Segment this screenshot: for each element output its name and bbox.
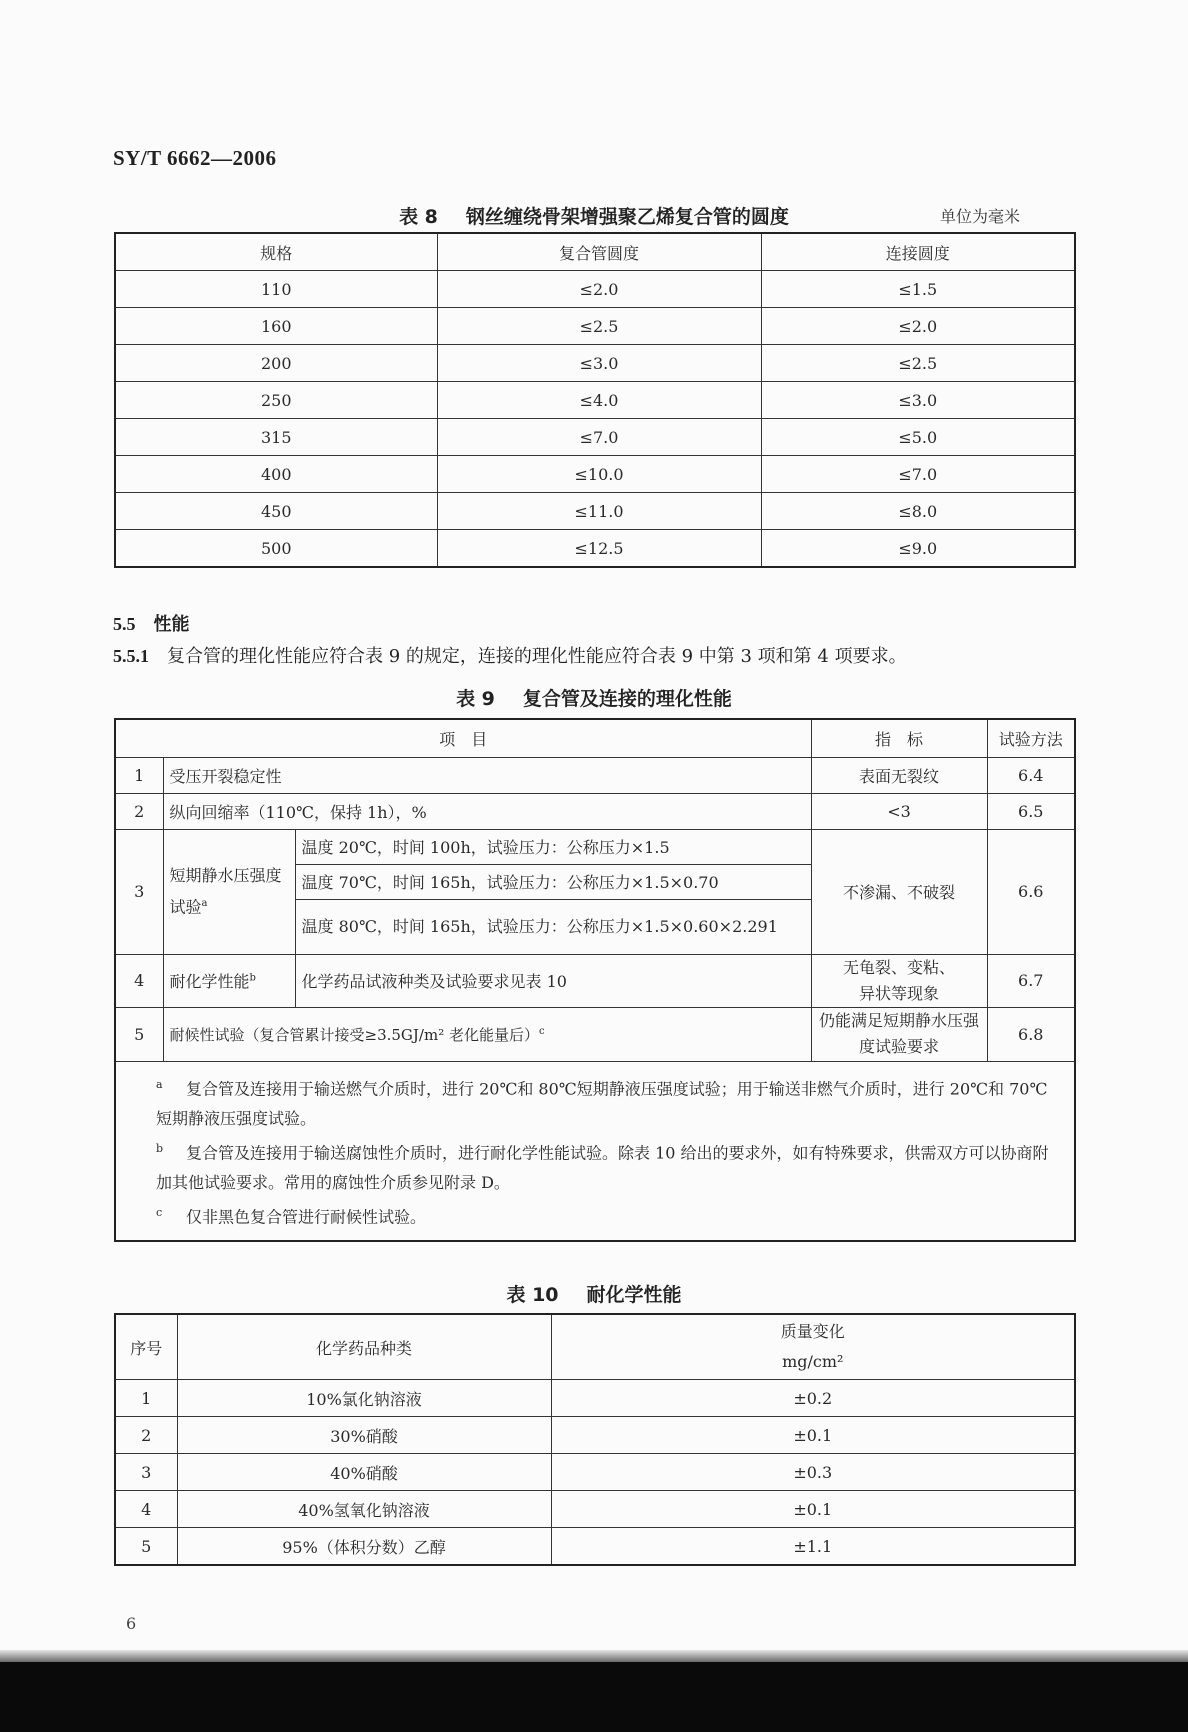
- mass-change-label: 质量变化: [780, 1322, 845, 1341]
- row-item-text: 耐候性试验（复合管累计接受≥3.5GJ/m² 老化能量后）: [169, 1025, 539, 1044]
- section-5-5-heading: [113, 610, 190, 636]
- footnote-c-text: 仅非黑色复合管进行耐候性试验。: [186, 1207, 427, 1227]
- table-row: [115, 345, 1075, 382]
- footnote-c: [156, 1198, 1060, 1232]
- footnote-marker: a: [201, 897, 208, 909]
- footnote-marker: c: [538, 1025, 545, 1037]
- row-number: 2: [115, 793, 163, 829]
- table10-col-mass-change: [551, 1314, 1075, 1380]
- subsection-number: 5.5.1: [113, 646, 149, 666]
- table-row: [115, 382, 1075, 419]
- table-row: [115, 1528, 1075, 1566]
- cell-no: 5: [115, 1528, 177, 1566]
- cell-joint: ≤3.0: [761, 382, 1075, 419]
- row-index: 不渗漏、不破裂: [811, 829, 987, 954]
- row-item: [163, 1007, 811, 1061]
- cell-joint: ≤5.0: [761, 419, 1075, 456]
- table8-header-row: [115, 233, 1075, 271]
- footnote-a: [156, 1070, 1060, 1134]
- table8-title: 钢丝缠绕骨架增强聚乙烯复合管的圆度: [465, 206, 789, 228]
- footnote-b-text: 复合管及连接用于输送腐蚀性介质时，进行耐化学性能试验。除表 10 给出的要求外，如有特殊要求，供需双方可以协商附加其他试验要求。常用的腐蚀性介质参见附录 D。: [156, 1143, 1049, 1193]
- test-condition: 温度 70℃，时间 165h，试验压力：公称压力×1.5×0.70: [295, 864, 811, 899]
- row-method: 6.6: [987, 829, 1075, 954]
- table-row: [115, 1454, 1075, 1491]
- row-method: 6.5: [987, 793, 1075, 829]
- test-condition: 温度 20℃，时间 100h，试验压力：公称压力×1.5: [295, 829, 811, 864]
- section-number: 5.5: [113, 614, 136, 634]
- cell-no: 1: [115, 1380, 177, 1417]
- cell-chemical: 95%（体积分数）乙醇: [177, 1528, 551, 1566]
- test-condition: 温度 80℃，时间 165h，试验压力：公称压力×1.5×0.60×2.291: [295, 899, 811, 954]
- cell-joint: ≤1.5: [761, 271, 1075, 308]
- cell-joint: ≤8.0: [761, 493, 1075, 530]
- section-title: 性能: [153, 614, 190, 635]
- cell-pipe: ≤11.0: [437, 493, 761, 530]
- cell-pipe: ≤4.0: [437, 382, 761, 419]
- cell-mass-change: ±0.1: [551, 1417, 1075, 1454]
- cell-mass-change: ±0.3: [551, 1454, 1075, 1491]
- table9: [114, 718, 1076, 1242]
- table-row: [115, 829, 1075, 864]
- section-5-5-1-paragraph: [113, 642, 1073, 668]
- page-number: 6: [126, 1614, 137, 1633]
- cell-pipe: ≤12.5: [437, 530, 761, 568]
- cell-spec: 500: [115, 530, 437, 568]
- table9-title: 复合管及连接的理化性能: [522, 688, 732, 710]
- row-detail: 化学药品试液种类及试验要求见表 10: [295, 954, 811, 1007]
- row-item-text: 耐化学性能: [169, 972, 250, 991]
- table-row: [115, 793, 1075, 829]
- cell-chemical: 40%氢氧化钠溶液: [177, 1491, 551, 1528]
- table8-col-spec: 规格: [115, 233, 437, 271]
- table8-number: 表 8: [399, 206, 438, 228]
- cell-chemical: 10%氯化钠溶液: [177, 1380, 551, 1417]
- cell-pipe: ≤2.5: [437, 308, 761, 345]
- row-item: 受压开裂稳定性: [163, 757, 811, 793]
- cell-spec: 250: [115, 382, 437, 419]
- table9-footnotes: [115, 1061, 1075, 1241]
- cell-pipe: ≤2.0: [437, 271, 761, 308]
- row-number: 1: [115, 757, 163, 793]
- table-row: [115, 530, 1075, 568]
- scan-bottom-border: [0, 1662, 1188, 1732]
- subsection-text: 复合管的理化性能应符合表 9 的规定，连接的理化性能应符合表 9 中第 3 项和第 4 项要求。: [167, 646, 907, 667]
- cell-chemical: 40%硝酸: [177, 1454, 551, 1491]
- table10-col-chemical: 化学药品种类: [177, 1314, 551, 1380]
- table8-col-pipe-roundness: 复合管圆度: [437, 233, 761, 271]
- table-row: [115, 757, 1075, 793]
- table10-number: 表 10: [506, 1284, 559, 1306]
- row-method: 6.4: [987, 757, 1075, 793]
- cell-pipe: ≤10.0: [437, 456, 761, 493]
- standard-code: SY/T 6662—2006: [113, 146, 277, 170]
- cell-pipe: ≤7.0: [437, 419, 761, 456]
- row-index: 仍能满足短期静水压强度试验要求: [811, 1007, 987, 1061]
- table-row: [115, 271, 1075, 308]
- table-row: [115, 308, 1075, 345]
- row-item: 纵向回缩率（110℃，保持 1h），%: [163, 793, 811, 829]
- row-item-text: 短期静水压强度试验: [169, 865, 282, 917]
- table9-caption: [114, 684, 1074, 711]
- cell-no: 3: [115, 1454, 177, 1491]
- row-index: 无龟裂、变粘、异状等现象: [811, 954, 987, 1007]
- cell-spec: 110: [115, 271, 437, 308]
- table-row: [115, 493, 1075, 530]
- footnote-a-text: 复合管及连接用于输送燃气介质时，进行 20℃和 80℃短期静液压强度试验；用于输送非燃气介质时，进行 20℃和 70℃短期静液压强度试验。: [156, 1078, 1048, 1128]
- table-row: [115, 419, 1075, 456]
- row-index: <3: [811, 793, 987, 829]
- cell-joint: ≤9.0: [761, 530, 1075, 568]
- footnote-marker: b: [249, 972, 256, 984]
- row-method: 6.8: [987, 1007, 1075, 1061]
- cell-spec: 400: [115, 456, 437, 493]
- table-row: [115, 456, 1075, 493]
- cell-mass-change: ±0.1: [551, 1491, 1075, 1528]
- table8-caption: [114, 202, 1074, 229]
- cell-joint: ≤2.5: [761, 345, 1075, 382]
- table10-col-no: 序号: [115, 1314, 177, 1380]
- table9-col-item: 项 目: [115, 719, 811, 757]
- cell-spec: 200: [115, 345, 437, 382]
- cell-mass-change: ±1.1: [551, 1528, 1075, 1566]
- table10: [114, 1313, 1076, 1566]
- table9-number: 表 9: [456, 688, 495, 710]
- table8-unit: 单位为毫米: [940, 207, 1021, 226]
- table9-footnotes-row: [115, 1061, 1075, 1241]
- cell-joint: ≤7.0: [761, 456, 1075, 493]
- row-number: 5: [115, 1007, 163, 1061]
- footnote-b-mark: b: [156, 1141, 164, 1155]
- row-number: 3: [115, 829, 163, 954]
- footnote-b: [156, 1134, 1060, 1198]
- table9-col-index: 指 标: [811, 719, 987, 757]
- row-number: 4: [115, 954, 163, 1007]
- table8: [114, 232, 1076, 568]
- cell-chemical: 30%硝酸: [177, 1417, 551, 1454]
- mass-change-unit: mg/cm²: [782, 1352, 844, 1371]
- footnote-a-mark: a: [156, 1077, 163, 1091]
- table-row: [115, 954, 1075, 1007]
- table-row: [115, 1417, 1075, 1454]
- table9-col-method: 试验方法: [987, 719, 1075, 757]
- row-item: [163, 829, 295, 954]
- cell-pipe: ≤3.0: [437, 345, 761, 382]
- table-row: [115, 1007, 1075, 1061]
- table10-header-row: [115, 1314, 1075, 1380]
- cell-spec: 450: [115, 493, 437, 530]
- table8-col-joint-roundness: 连接圆度: [761, 233, 1075, 271]
- cell-spec: 160: [115, 308, 437, 345]
- row-index: 表面无裂纹: [811, 757, 987, 793]
- cell-no: 2: [115, 1417, 177, 1454]
- cell-spec: 315: [115, 419, 437, 456]
- row-item: [163, 954, 295, 1007]
- cell-joint: ≤2.0: [761, 308, 1075, 345]
- cell-no: 4: [115, 1491, 177, 1528]
- table10-title: 耐化学性能: [586, 1284, 682, 1306]
- footnote-c-mark: c: [156, 1206, 163, 1220]
- table10-caption: [114, 1280, 1074, 1307]
- cell-mass-change: ±0.2: [551, 1380, 1075, 1417]
- table-row: [115, 1491, 1075, 1528]
- row-method: 6.7: [987, 954, 1075, 1007]
- table-row: [115, 1380, 1075, 1417]
- table9-header-row: [115, 719, 1075, 757]
